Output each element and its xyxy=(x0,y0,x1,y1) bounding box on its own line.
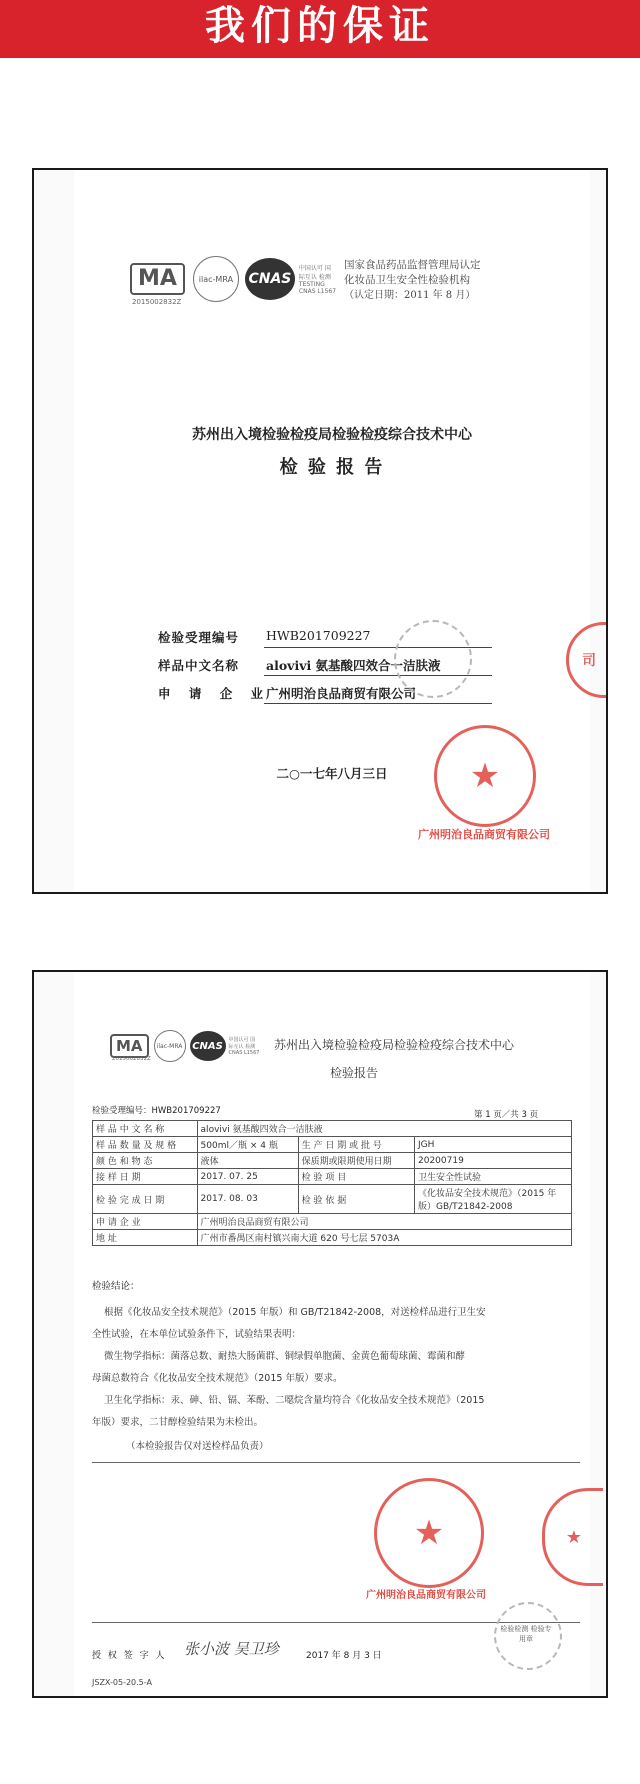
cnas-logo: CNAS xyxy=(190,1031,226,1061)
table-row xyxy=(93,1214,572,1230)
cma-logo: MA xyxy=(110,1034,149,1058)
field-label-sample: 样品中文名称 xyxy=(158,658,240,673)
conclusion-line: 卫生化学指标：汞、砷、铅、镉、苯酚、二噁烷含量均符合《化妆品安全技术规范》（2015 xyxy=(104,1395,485,1406)
logo-row xyxy=(130,256,336,302)
auth-line-3: （认定日期：2011 年 8 月） xyxy=(344,290,476,301)
table-cell: 检 验 完 成 日 期 xyxy=(93,1185,198,1214)
edge-seal-text: 司 xyxy=(582,653,596,669)
table-row xyxy=(93,1153,572,1169)
conclusion-line: （本检验报告仅对送检样品负责） xyxy=(126,1441,269,1452)
seal-star-icon: ★ xyxy=(469,756,501,796)
conclusion-line: 年版）要求，二甘醇检验结果为未检出。 xyxy=(92,1417,264,1428)
paper-sheet xyxy=(74,972,590,1696)
institution-name: 苏州出入境检验检疫局检验检疫综合技术中心 xyxy=(192,427,472,443)
table-cell: 生 产 日 期 或 批 号 xyxy=(298,1137,414,1153)
page-info: 第 1 页／共 3 页 xyxy=(474,1110,539,1120)
edge-seal xyxy=(566,622,608,698)
table-cell: 保质期或限期使用日期 xyxy=(298,1153,414,1169)
report-title: 检验报告 xyxy=(330,1066,379,1080)
table-cell: 申 请 企 业 xyxy=(93,1214,198,1230)
field-label-company: 申 请 企 业 xyxy=(158,686,271,701)
paper-sheet xyxy=(74,170,596,892)
cnas-small-text: 中国认可 国际互认 检测 xyxy=(228,1037,256,1050)
cnas-small-text: 中国认可 国际互认 检测 xyxy=(298,265,331,281)
edge-seal xyxy=(542,1488,603,1586)
auth-line-1: 国家食品药品监督管理局认定 xyxy=(344,259,481,271)
cnas-number: CNAS L1567 xyxy=(298,288,337,295)
signer-label: 授 权 签 字 人 xyxy=(92,1651,167,1661)
auth-line-2: 化妆品卫生安全性检验机构 xyxy=(344,274,470,286)
table-row xyxy=(93,1230,572,1246)
seal-text: 广州明治良品商贸有限公司 xyxy=(418,828,550,841)
cma-code: 2015002832Z xyxy=(132,298,182,306)
table-row xyxy=(93,1121,572,1137)
table-cell: 接 样 日 期 xyxy=(93,1169,198,1185)
table-cell: 颜 色 和 物 态 xyxy=(93,1153,198,1169)
header-banner xyxy=(0,0,640,58)
table-cell: 卫生安全性试验 xyxy=(415,1169,572,1185)
conclusion-line: 母菌总数符合《化妆品安全技术规范》（2015 年版）要求。 xyxy=(92,1373,343,1384)
signatures: 张小波 吴卫珍 xyxy=(184,1640,279,1658)
table-cell: 广州明治良品商贸有限公司 xyxy=(197,1214,571,1230)
field-value-receipt: HWB201709227 xyxy=(266,628,371,643)
table-row xyxy=(93,1169,572,1185)
report-detail-image xyxy=(32,970,608,1698)
cnas-logo: CNAS xyxy=(245,258,295,300)
table-cell: alovivi 氨基酸四效合一洁肤液 xyxy=(197,1121,571,1137)
table-cell: 2017. 07. 25 xyxy=(197,1169,298,1185)
seal-text: 广州明治良品商贸有限公司 xyxy=(366,1590,486,1601)
table-cell: 样 品 数 量 及 规 格 xyxy=(93,1137,198,1153)
field-value-company: 广州明治良品商贸有限公司 xyxy=(266,686,417,701)
table-cell: 2017. 08. 03 xyxy=(197,1185,298,1214)
table-cell: 广州市番禺区南村镇兴南大道 620 号七层 5703A xyxy=(197,1230,571,1246)
table-row xyxy=(93,1185,572,1214)
field-underline xyxy=(264,703,492,704)
institution-name: 苏州出入境检验检疫局检验检疫综合技术中心 xyxy=(274,1038,515,1052)
table-cell: JGH xyxy=(415,1137,572,1153)
conclusion-line: 微生物学指标：菌落总数、耐热大肠菌群、铜绿假单胞菌、金黄色葡萄球菌、霉菌和酵 xyxy=(104,1351,466,1362)
report-date: 二○一七年八月三日 xyxy=(276,766,388,781)
conclusion-title: 检验结论： xyxy=(92,1281,140,1292)
report-title: 检 验 报 告 xyxy=(279,457,385,478)
table-cell: 20200719 xyxy=(415,1153,572,1169)
footer-code: JSZX-05-20.5-A xyxy=(92,1678,152,1687)
table-cell: 500ml／瓶 × 4 瓶 xyxy=(197,1137,298,1153)
banner-title: 我们的保证 xyxy=(205,2,435,49)
table-cell: 《化妆品安全技术规范》（2015 年版）GB/T21842-2008 xyxy=(415,1185,572,1214)
faint-stamp xyxy=(394,620,472,698)
cma-logo: MA xyxy=(130,263,185,295)
table-row xyxy=(93,1137,572,1153)
cnas-testing: TESTING xyxy=(298,281,325,288)
field-value-sample: alovivi 氨基酸四效合一洁肤液 xyxy=(266,658,441,673)
ilac-logo: ilac-MRA xyxy=(154,1030,186,1062)
report-cover-image xyxy=(32,168,608,894)
divider xyxy=(92,1462,580,1463)
seal-star-icon: ★ xyxy=(565,1526,583,1548)
table-cell: 地 址 xyxy=(93,1230,198,1246)
table-cell: 检 验 依 据 xyxy=(298,1185,414,1214)
company-seal xyxy=(374,1478,484,1588)
company-seal xyxy=(434,725,536,827)
testing-stamp-label: 检验检测 检验专用章 xyxy=(500,1625,552,1643)
table-cell: 样 品 中 文 名 称 xyxy=(93,1121,198,1137)
seal-star-icon: ★ xyxy=(413,1513,445,1553)
conclusion-line: 全性试验，在本单位试验条件下，试验结果表明： xyxy=(92,1329,302,1340)
table-cell: 液体 xyxy=(197,1153,298,1169)
cnas-number: CNAS L1567 xyxy=(228,1050,260,1056)
conclusion-line: 根据《化妆品安全技术规范》（2015 年版）和 GB/T21842-2008，对送检样品进行卫生安 xyxy=(104,1307,486,1318)
field-label-receipt: 检验受理编号 xyxy=(158,630,240,645)
table-cell: 检 验 项 目 xyxy=(298,1169,414,1185)
info-table xyxy=(92,1120,572,1246)
receipt-number: 检验受理编号：HWB201709227 xyxy=(92,1106,221,1116)
ilac-logo: ilac-MRA xyxy=(193,256,239,302)
sign-date: 2017 年 8 月 3 日 xyxy=(306,1651,382,1661)
cma-code: 2015002832Z xyxy=(112,1056,151,1062)
